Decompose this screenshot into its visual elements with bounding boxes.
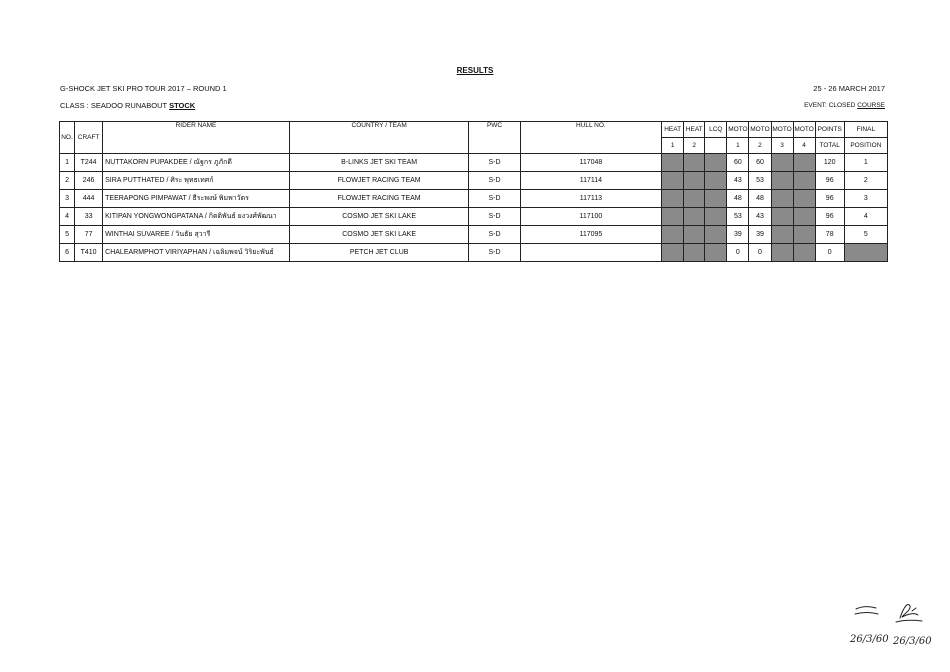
event-type-label: EVENT: CLOSED — [804, 102, 858, 109]
cell-moto-4 — [793, 208, 815, 226]
cell-heat-2 — [684, 190, 705, 208]
cell-moto-2: 43 — [749, 208, 771, 226]
sub-moto-3: 3 — [771, 138, 793, 154]
cell-moto-4 — [793, 244, 815, 262]
class-value: STOCK — [169, 101, 196, 110]
col-lcq: LCQ — [705, 122, 727, 138]
event-date: 25 - 26 MARCH 2017 — [813, 84, 885, 93]
cell-rider: NUTTAKORN PUPAKDEE / ณัฐกร ภูภักดี — [103, 154, 290, 172]
cell-moto-3 — [771, 190, 793, 208]
cell-team: COSMO JET SKI LAKE — [289, 208, 469, 226]
cell-moto-4 — [793, 190, 815, 208]
cell-heat-2 — [684, 208, 705, 226]
cell-pwc: S-D — [469, 244, 520, 262]
cell-heat-1 — [662, 244, 684, 262]
cell-pwc: S-D — [469, 190, 520, 208]
cell-no: 5 — [60, 226, 75, 244]
cell-lcq — [705, 208, 727, 226]
cell-pwc: S-D — [469, 172, 520, 190]
cell-position: 2 — [844, 172, 887, 190]
cell-team: PETCH JET CLUB — [289, 244, 469, 262]
col-moto-1: MOTO — [727, 122, 749, 138]
cell-heat-1 — [662, 172, 684, 190]
col-moto-3: MOTO — [771, 122, 793, 138]
col-craft: CRAFT — [75, 122, 103, 154]
cell-lcq — [705, 244, 727, 262]
cell-rider: TEERAPONG PIMPAWAT / ธีระพงษ์ พิมพาวัตร — [103, 190, 290, 208]
cell-hull — [520, 244, 662, 262]
cell-total: 78 — [815, 226, 844, 244]
cell-moto-2: 53 — [749, 172, 771, 190]
signature-date-left: 26/3/60 — [850, 634, 889, 645]
cell-total: 96 — [815, 190, 844, 208]
cell-pwc: S-D — [469, 154, 520, 172]
cell-heat-2 — [684, 244, 705, 262]
cell-rider: KITIPAN YONGWONGPATANA / กิตติพันธ์ ยงวงศ์พัฒนา — [103, 208, 290, 226]
cell-craft: 77 — [75, 226, 103, 244]
cell-position: 1 — [844, 154, 887, 172]
cell-hull: 117048 — [520, 154, 662, 172]
cell-moto-1: 60 — [727, 154, 749, 172]
cell-position — [844, 244, 887, 262]
sub-moto-4: 4 — [793, 138, 815, 154]
signature-date-right: 26/3/60 — [893, 636, 932, 647]
sub-heat-2: 2 — [684, 138, 705, 154]
cell-craft: 246 — [75, 172, 103, 190]
table-row — [60, 154, 888, 172]
col-country: COUNTRY / TEAM — [289, 122, 469, 154]
cell-team: FLOWJET RACING TEAM — [289, 190, 469, 208]
cell-moto-2: 60 — [749, 154, 771, 172]
event-type — [804, 102, 885, 109]
table-row — [60, 208, 888, 226]
class-line — [60, 101, 195, 110]
cell-position: 4 — [844, 208, 887, 226]
results-table — [59, 121, 888, 262]
cell-moto-3 — [771, 154, 793, 172]
cell-craft: T410 — [75, 244, 103, 262]
cell-moto-3 — [771, 172, 793, 190]
cell-moto-2: 0 — [749, 244, 771, 262]
cell-moto-4 — [793, 226, 815, 244]
results-title: RESULTS — [456, 66, 494, 75]
cell-pwc: S-D — [469, 208, 520, 226]
class-label: CLASS : SEADOO RUNABOUT — [60, 101, 170, 110]
col-hull: HULL NO. — [520, 122, 662, 154]
sub-total: TOTAL — [815, 138, 844, 154]
cell-team: COSMO JET SKI LAKE — [289, 226, 469, 244]
table-row — [60, 244, 888, 262]
col-moto-2: MOTO — [749, 122, 771, 138]
sub-heat-1: 1 — [662, 138, 684, 154]
cell-lcq — [705, 154, 727, 172]
cell-no: 2 — [60, 172, 75, 190]
cell-heat-2 — [684, 154, 705, 172]
cell-moto-1: 48 — [727, 190, 749, 208]
cell-total: 96 — [815, 172, 844, 190]
cell-no: 4 — [60, 208, 75, 226]
cell-moto-1: 39 — [727, 226, 749, 244]
cell-heat-1 — [662, 154, 684, 172]
handwritten-signature — [838, 600, 933, 650]
cell-moto-3 — [771, 244, 793, 262]
cell-moto-2: 39 — [749, 226, 771, 244]
cell-no: 3 — [60, 190, 75, 208]
cell-no: 1 — [60, 154, 75, 172]
cell-moto-3 — [771, 208, 793, 226]
event-type-value: COURSE — [857, 102, 885, 109]
cell-rider: SIRA PUTTHATED / ศิระ พุทธเทศก์ — [103, 172, 290, 190]
sub-lcq — [705, 138, 727, 154]
cell-heat-1 — [662, 208, 684, 226]
table-row — [60, 172, 888, 190]
cell-total: 96 — [815, 208, 844, 226]
cell-heat-1 — [662, 226, 684, 244]
cell-moto-2: 48 — [749, 190, 771, 208]
cell-lcq — [705, 190, 727, 208]
cell-hull: 117095 — [520, 226, 662, 244]
col-no: NO. — [60, 122, 75, 154]
cell-craft: 444 — [75, 190, 103, 208]
cell-moto-4 — [793, 172, 815, 190]
col-rider: RIDER NAME — [103, 122, 290, 154]
cell-rider: WINTHAI SUVAREE / วินธัย สุวารี — [103, 226, 290, 244]
cell-hull: 117113 — [520, 190, 662, 208]
cell-hull: 117100 — [520, 208, 662, 226]
cell-heat-2 — [684, 226, 705, 244]
header-row — [60, 122, 888, 138]
col-final: FINAL — [844, 122, 887, 138]
cell-lcq — [705, 226, 727, 244]
cell-heat-2 — [684, 172, 705, 190]
cell-team: FLOWJET RACING TEAM — [289, 172, 469, 190]
cell-team: B-LINKS JET SKI TEAM — [289, 154, 469, 172]
sub-moto-1: 1 — [727, 138, 749, 154]
cell-moto-1: 43 — [727, 172, 749, 190]
sub-position: POSITION — [844, 138, 887, 154]
cell-total: 0 — [815, 244, 844, 262]
cell-position: 5 — [844, 226, 887, 244]
cell-moto-4 — [793, 154, 815, 172]
cell-rider: CHALEARMPHOT VIRIYAPHAN / เฉลิมพจน์ วิริยะพันธ์ — [103, 244, 290, 262]
col-heat-2: HEAT — [684, 122, 705, 138]
cell-total: 120 — [815, 154, 844, 172]
cell-moto-3 — [771, 226, 793, 244]
cell-position: 3 — [844, 190, 887, 208]
table-row — [60, 226, 888, 244]
cell-craft: 33 — [75, 208, 103, 226]
cell-hull: 117114 — [520, 172, 662, 190]
cell-moto-1: 0 — [727, 244, 749, 262]
cell-lcq — [705, 172, 727, 190]
cell-craft: T244 — [75, 154, 103, 172]
event-name: G-SHOCK JET SKI PRO TOUR 2017 – ROUND 1 — [60, 84, 227, 93]
cell-pwc: S-D — [469, 226, 520, 244]
col-points: POINTS — [815, 122, 844, 138]
sub-moto-2: 2 — [749, 138, 771, 154]
cell-moto-1: 53 — [727, 208, 749, 226]
col-moto-4: MOTO — [793, 122, 815, 138]
cell-no: 6 — [60, 244, 75, 262]
table-row — [60, 190, 888, 208]
col-pwc: PWC — [469, 122, 520, 154]
cell-heat-1 — [662, 190, 684, 208]
col-heat-1: HEAT — [662, 122, 684, 138]
